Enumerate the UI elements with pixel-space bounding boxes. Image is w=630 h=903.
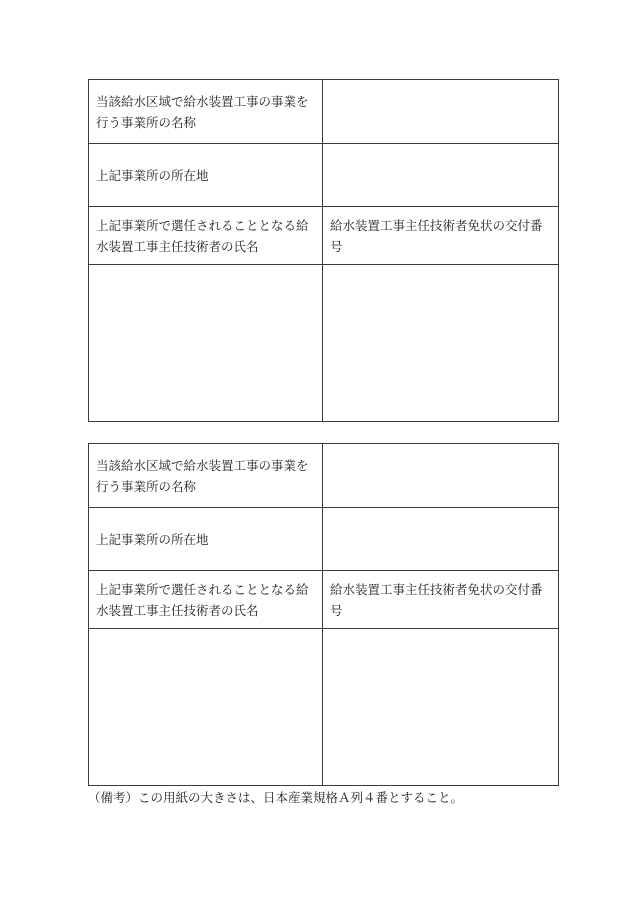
chief-engineer-name-label: 上記事業所で選任されることとなる給水装置工事主任技術者の氏名	[89, 571, 323, 629]
office-name-label: 当該給水区域で給水装置工事の事業を行う事業所の名称	[89, 80, 323, 144]
engineer-entry-row	[89, 629, 559, 786]
license-number-field[interactable]	[323, 265, 559, 422]
office-address-row	[89, 508, 559, 571]
office-address-field[interactable]	[323, 144, 559, 207]
engineer-header-row	[89, 207, 559, 265]
license-number-label: 給水装置工事主任技術者免状の交付番号	[323, 571, 559, 629]
engineer-header-row	[89, 571, 559, 629]
chief-engineer-name-field[interactable]	[89, 265, 323, 422]
footnote-remark: （備考）この用紙の大きさは、日本産業規格Ａ列４番とすること。	[88, 790, 464, 805]
office-address-label: 上記事業所の所在地	[89, 508, 323, 571]
chief-engineer-name-field[interactable]	[89, 629, 323, 786]
license-number-field[interactable]	[323, 629, 559, 786]
office-name-field[interactable]	[323, 80, 559, 144]
office-address-row	[89, 144, 559, 207]
chief-engineer-name-label: 上記事業所で選任されることとなる給水装置工事主任技術者の氏名	[89, 207, 323, 265]
office-form-table-2	[88, 443, 559, 786]
office-name-row	[89, 80, 559, 144]
office-form-table-1	[88, 79, 559, 422]
office-name-label: 当該給水区域で給水装置工事の事業を行う事業所の名称	[89, 444, 323, 508]
engineer-entry-row	[89, 265, 559, 422]
office-name-row	[89, 444, 559, 508]
license-number-label: 給水装置工事主任技術者免状の交付番号	[323, 207, 559, 265]
office-name-field[interactable]	[323, 444, 559, 508]
office-address-field[interactable]	[323, 508, 559, 571]
office-address-label: 上記事業所の所在地	[89, 144, 323, 207]
